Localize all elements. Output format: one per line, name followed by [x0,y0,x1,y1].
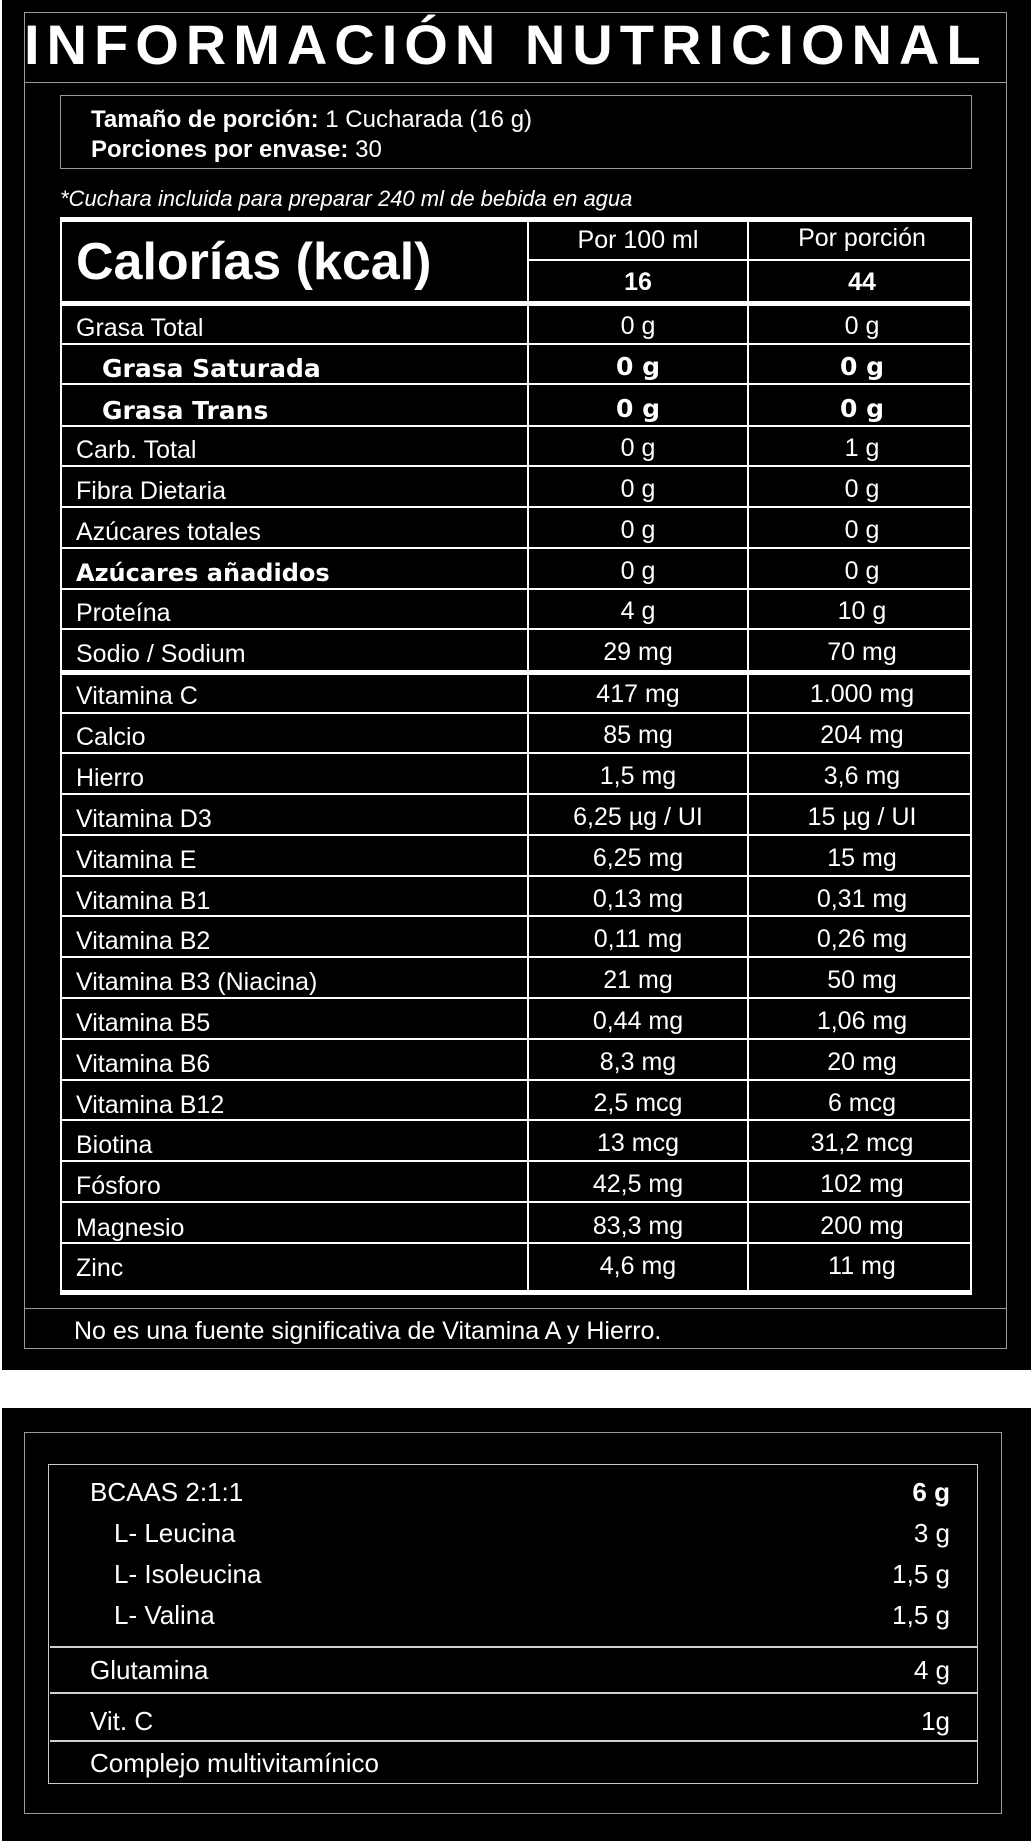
value-per-serving: 0,26 mg [816,925,908,953]
value-per-serving: 31,2 mcg [810,1129,914,1157]
value-per-serving: 204 mg [820,721,904,749]
servings-per-pack-label: Porciones por envase: [91,136,349,163]
row-divider [60,712,972,714]
row-divider [60,834,972,836]
nutrient-label: Fibra Dietaria [76,477,227,505]
value-per-100ml: 0,11 mg [593,925,683,953]
page-title: INFORMACIÓN NUTRICIONAL [24,13,988,76]
glutamina-label: Glutamina [90,1655,209,1685]
leucina-value: 3 g [913,1518,950,1548]
value-per-serving: 15 µg / UI [807,803,917,831]
value-per-100ml: 0 g [620,516,656,544]
nutrient-label: Zinc [76,1254,124,1282]
column-divider-2 [747,220,749,1292]
calories-per-serving: 44 [848,268,876,296]
value-per-serving: 0 g [840,352,884,381]
valina-value: 1,5 g [892,1600,950,1630]
row-divider [60,1242,972,1244]
vitc-value: 1g [921,1706,950,1736]
calories-per-100ml: 16 [624,268,652,296]
calorie-header-divider [528,259,972,261]
col-header-per-serving: Por porción [798,224,926,252]
nutrient-label: Vitamina B5 [76,1009,211,1037]
nutrient-label: Proteína [76,599,171,627]
nutrient-label: Grasa Trans [102,396,269,425]
title-divider [24,82,1007,83]
value-per-100ml: 21 mg [603,966,673,994]
nutrient-label: Azúcares añadidos [76,559,330,587]
value-per-100ml: 0 g [616,352,660,381]
value-per-100ml: 4 g [620,597,656,625]
column-divider-1 [527,220,529,1292]
nutrient-label: Hierro [76,764,145,792]
nutrient-label: Grasa Saturada [102,354,321,383]
value-per-100ml: 0 g [620,557,656,585]
value-per-serving: 1 g [844,434,880,462]
nutrient-label: Vitamina B6 [76,1050,211,1078]
nutrient-label: Fósforo [76,1172,161,1200]
nutrient-label: Sodio / Sodium [76,640,246,668]
leucina-label: L- Leucina [114,1518,236,1548]
nutrient-label: Vitamina E [76,846,197,874]
value-per-serving: 0 g [844,516,880,544]
serving-box [60,95,972,169]
value-per-100ml: 0 g [616,394,660,423]
value-per-100ml: 83,3 mg [592,1212,684,1240]
row-divider [60,628,972,630]
row-divider [60,383,972,385]
supplement-divider-1 [50,1646,978,1648]
supplement-divider-3 [50,1740,978,1742]
serving-size-line [91,106,532,134]
table-row [60,676,972,717]
value-per-100ml: 42,5 mg [592,1170,684,1198]
value-per-serving: 0,31 mg [816,885,908,913]
value-per-100ml: 1,5 mg [599,762,677,790]
value-per-serving: 102 mg [820,1170,904,1198]
row-divider [60,875,972,877]
value-per-100ml: 4,6 mg [599,1252,677,1280]
bcaa-label: BCAAS 2:1:1 [90,1477,244,1507]
row-divider [60,915,972,917]
value-per-100ml: 0 g [620,312,656,340]
footer-note: No es una fuente significativa de Vitamina A y Hierro. [74,1317,662,1345]
table-row [60,1248,972,1289]
nutrient-label: Calcio [76,723,146,751]
footer-divider [24,1308,1007,1309]
nutrient-label: Biotina [76,1131,153,1159]
value-per-serving: 1,06 mg [816,1007,908,1035]
value-per-serving: 1.000 mg [809,680,915,708]
row-divider [60,425,972,427]
nutrient-label: Magnesio [76,1214,185,1242]
table-row [60,634,972,675]
multivitamin-label: Complejo multivitamínico [90,1748,379,1778]
value-per-100ml: 6,25 µg / UI [573,803,703,831]
vitc-label: Vit. C [90,1706,154,1736]
value-per-serving: 0 g [844,312,880,340]
value-per-serving: 10 g [837,597,887,625]
value-per-serving: 200 mg [820,1212,904,1240]
table-right-border [970,220,972,1292]
value-per-100ml: 8,3 mg [599,1048,677,1076]
nutrient-label: Vitamina B12 [76,1091,225,1119]
row-divider [60,1079,972,1081]
nutrient-label: Vitamina D3 [76,805,212,833]
row-divider [60,343,972,345]
value-per-serving: 20 mg [827,1048,897,1076]
preparation-note: *Cuchara incluida para preparar 240 ml de bebida en agua [60,186,633,211]
valina-label: L- Valina [114,1600,215,1630]
nutrient-label: Vitamina B1 [76,887,211,915]
table-bottom-rule [60,1290,972,1295]
calories-bottom-rule [60,301,972,306]
glutamina-value: 4 g [913,1655,950,1685]
value-per-100ml: 0,13 mg [592,885,684,913]
value-per-serving: 0 g [844,557,880,585]
value-per-100ml: 0,44 mg [592,1007,684,1035]
bcaa-value: 6 g [912,1477,950,1507]
calories-title: Calorías (kcal) [76,233,432,291]
value-per-100ml: 0 g [620,434,656,462]
value-per-100ml: 2,5 mcg [593,1089,683,1117]
row-divider [60,1160,972,1162]
servings-per-pack-line [91,136,382,164]
row-divider [60,588,972,590]
row-divider [60,1201,972,1203]
value-per-serving: 15 mg [827,844,897,872]
row-divider [60,506,972,508]
value-per-100ml: 29 mg [603,638,673,666]
supplement-divider-2 [50,1692,978,1694]
serving-size-label: Tamaño de porción: [91,106,319,133]
row-divider [60,793,972,795]
row-divider [60,752,972,754]
servings-per-pack-value: 30 [348,136,382,163]
nutrient-label: Vitamina B3 (Niacina) [76,968,318,996]
value-per-serving: 11 mg [828,1252,896,1280]
serving-size-value: 1 Cucharada (16 g) [318,106,533,133]
nutrient-label: Vitamina C [76,682,198,710]
value-per-100ml: 0 g [620,475,656,503]
value-per-serving: 0 g [844,475,880,503]
row-divider [60,997,972,999]
isoleucina-label: L- Isoleucina [114,1559,262,1589]
nutrient-label: Azúcares totales [76,518,261,546]
row-divider [60,1119,972,1121]
value-per-100ml: 85 mg [603,721,673,749]
value-per-serving: 70 mg [827,638,897,666]
value-per-100ml: 6,25 mg [592,844,684,872]
value-per-serving: 50 mg [827,966,897,994]
value-per-serving: 0 g [840,394,884,423]
row-divider [60,1038,972,1040]
nutrient-label: Carb. Total [76,436,197,464]
table-top-rule [60,217,972,222]
row-divider [60,547,972,549]
isoleucina-value: 1,5 g [892,1559,950,1589]
row-divider [60,956,972,958]
value-per-serving: 3,6 mg [823,762,901,790]
table-left-border [60,220,62,1292]
sodium-bottom-rule [60,670,972,675]
value-per-serving: 6 mcg [827,1089,897,1117]
col-header-per-100ml: Por 100 ml [577,226,699,254]
value-per-100ml: 417 mg [596,680,680,708]
value-per-100ml: 13 mcg [597,1129,679,1157]
row-divider [60,465,972,467]
nutrient-label: Grasa Total [76,314,204,342]
nutrient-label: Vitamina B2 [76,927,211,955]
